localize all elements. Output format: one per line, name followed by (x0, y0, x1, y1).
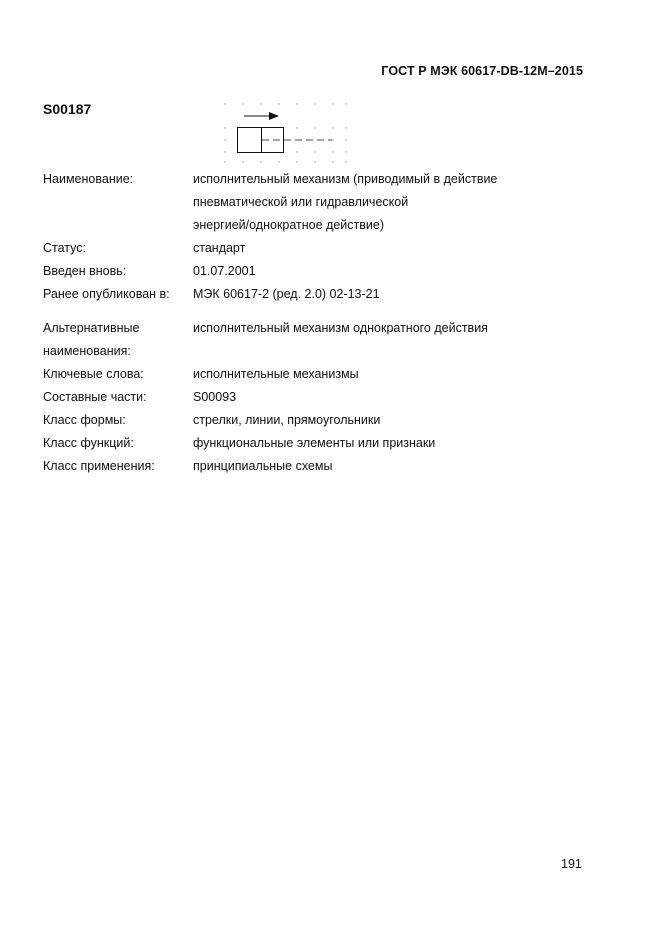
label-line: наименования: (43, 344, 131, 358)
field-value: 01.07.2001 (193, 264, 256, 278)
actuator-symbol-icon (220, 98, 352, 166)
field-value: принципиальные схемы (193, 459, 333, 473)
field-label: Класс применения: (43, 459, 155, 473)
symbol-code: S00187 (43, 101, 92, 117)
field-value (193, 168, 533, 237)
field-label: Ключевые слова: (43, 367, 144, 381)
field-label: Наименование: (43, 172, 134, 186)
field-value: МЭК 60617-2 (ред. 2.0) 02-13-21 (193, 287, 380, 301)
field-value: исполнительные механизмы (193, 367, 359, 381)
field-label: Класс функций: (43, 436, 134, 450)
field-label: Ранее опубликован в: (43, 287, 170, 301)
field-value: исполнительный механизм однократного действия (193, 321, 488, 335)
page-number: 191 (561, 857, 582, 871)
value-line: энергией/однократное действие) (193, 218, 385, 232)
field-value: функциональные элементы или признаки (193, 436, 436, 450)
value-line: пневматической или гидравлической (193, 195, 409, 209)
field-value: S00093 (193, 390, 237, 404)
field-label: Класс формы: (43, 413, 126, 427)
document-header: ГОСТ Р МЭК 60617-DB-12M–2015 (381, 64, 583, 78)
field-label: Введен вновь: (43, 264, 127, 278)
value-line: исполнительный механизм (приводимый в действие (193, 172, 498, 186)
field-label: Составные части: (43, 390, 147, 404)
label-line: Альтернативные (43, 321, 140, 335)
field-value: стрелки, линии, прямоугольники (193, 413, 381, 427)
field-label: Статус: (43, 241, 86, 255)
field-label (43, 317, 191, 363)
field-value: стандарт (193, 241, 246, 255)
